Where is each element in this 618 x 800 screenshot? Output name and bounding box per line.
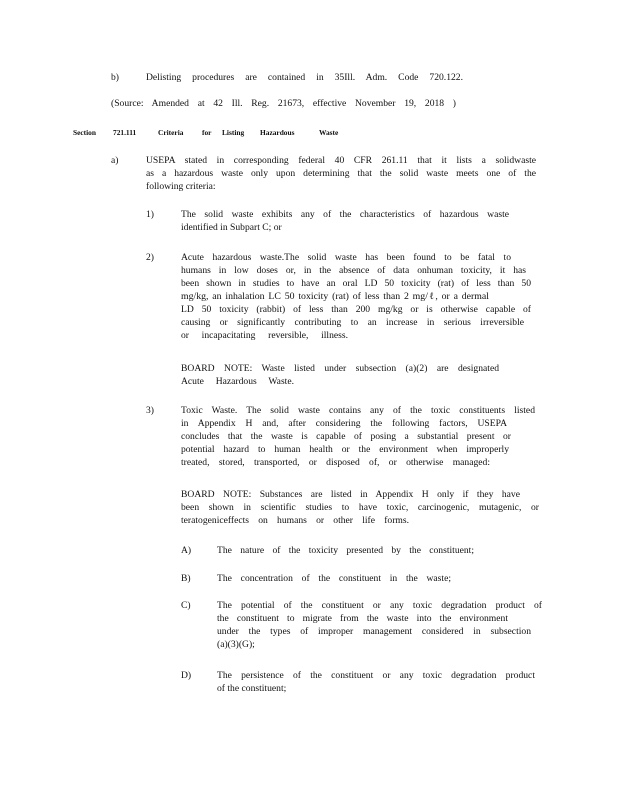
text-line: Toxic Waste. The solid waste contains any of the toxic constituents listed [181, 405, 535, 416]
section-title-word: Listing [222, 128, 245, 137]
list-label-C: C) [181, 600, 191, 611]
paragraph-2 [181, 251, 531, 342]
list-label-b: b) [111, 72, 119, 83]
paragraph-3 [181, 404, 535, 469]
text-line: in Appendix H and, after considering the following factors, USEPA [181, 418, 507, 429]
text-line: The potential of the constituent or any toxic degradation product of [217, 600, 542, 611]
paragraph-D [217, 669, 535, 695]
paragraph-a [146, 154, 536, 193]
section-title-word: for [202, 128, 212, 137]
text-line: The persistence of the constituent or any toxic degradation product [217, 670, 535, 681]
text-line: mg/kg, an inhalation LC 50 toxicity (rat) of less than 2 mg/ℓ, or a dermal [181, 291, 489, 302]
text-line: teratogeniceffects on humans or other life forms. [181, 515, 409, 526]
text-line: the constituent to migrate from the waste into the environment [217, 613, 508, 624]
paragraph-A: The nature of the toxicity presented by the constituent; [217, 545, 474, 556]
delisting-paragraph: Delisting procedures are contained in 35Ill. Adm. Code 720.122. [146, 72, 463, 83]
text-line: identified in Subpart C; or [181, 222, 282, 233]
text-line: LD 50 toxicity (rabbit) of less than 200 mg/kg or is otherwise capable of [181, 304, 531, 315]
section-title-word: Hazardous [260, 128, 295, 137]
section-number: 721.111 [113, 128, 137, 137]
paragraph-B: The concentration of the constituent in the waste; [217, 573, 451, 584]
text-line: USEPA stated in corresponding federal 40 CFR 261.11 that it lists a solidwaste [146, 155, 536, 166]
list-label-3: 3) [146, 405, 154, 416]
paragraph-1 [181, 208, 509, 234]
text-line: The solid waste exhibits any of the characteristics of hazardous waste [181, 209, 509, 220]
text-line: or incapacitating reversible, illness. [181, 330, 348, 341]
paragraph-C [217, 599, 542, 651]
text-line: (a)(3)(G); [217, 639, 255, 650]
text-line: been shown in scientific studies to have toxic, carcinogenic, mutagenic, or [181, 502, 539, 513]
section-title-word: Criteria [158, 128, 184, 137]
text-line: following criteria: [146, 181, 216, 192]
text-line: Acute Hazardous Waste. [181, 376, 294, 387]
board-note-2 [181, 362, 499, 388]
section-label: Section [73, 128, 96, 137]
text-line: humans in low doses or, in the absence of data onhuman toxicity, it has [181, 265, 526, 276]
text-line: concludes that the waste is capable of posing a substantial present or [181, 431, 511, 442]
list-label-1: 1) [146, 209, 154, 220]
list-label-D: D) [181, 670, 192, 681]
list-label-2: 2) [146, 252, 154, 263]
section-title-word: Waste [319, 128, 339, 137]
text-line: Acute hazardous waste.The solid waste has been found to be fatal to [181, 252, 511, 263]
text-line: causing or significantly contributing to an increase in serious irreversible [181, 317, 524, 328]
text-line: been shown in studies to have an oral LD 50 toxicity (rat) of less than 50 [181, 278, 531, 289]
text-line: under the types of improper management considered in subsection [217, 626, 531, 637]
text-line: of the constituent; [217, 683, 287, 694]
list-label-B: B) [181, 573, 191, 584]
source-note: (Source: Amended at 42 Ill. Reg. 21673, effective November 19, 2018 ) [111, 98, 456, 109]
text-line: BOARD NOTE: Waste listed under subsection (a)(2) are designated [181, 363, 499, 374]
list-label-A: A) [181, 545, 192, 556]
text-line: BOARD NOTE: Substances are listed in Appendix H only if they have [181, 489, 520, 500]
text-line: treated, stored, transported, or disposed of, or otherwise managed: [181, 457, 490, 468]
board-note-3 [181, 488, 539, 527]
text-line: potential hazard to human health or the environment when improperly [181, 444, 509, 455]
list-label-a: a) [111, 155, 119, 166]
text-line: as a hazardous waste only upon determining that the solid waste meets one of the [146, 168, 536, 179]
